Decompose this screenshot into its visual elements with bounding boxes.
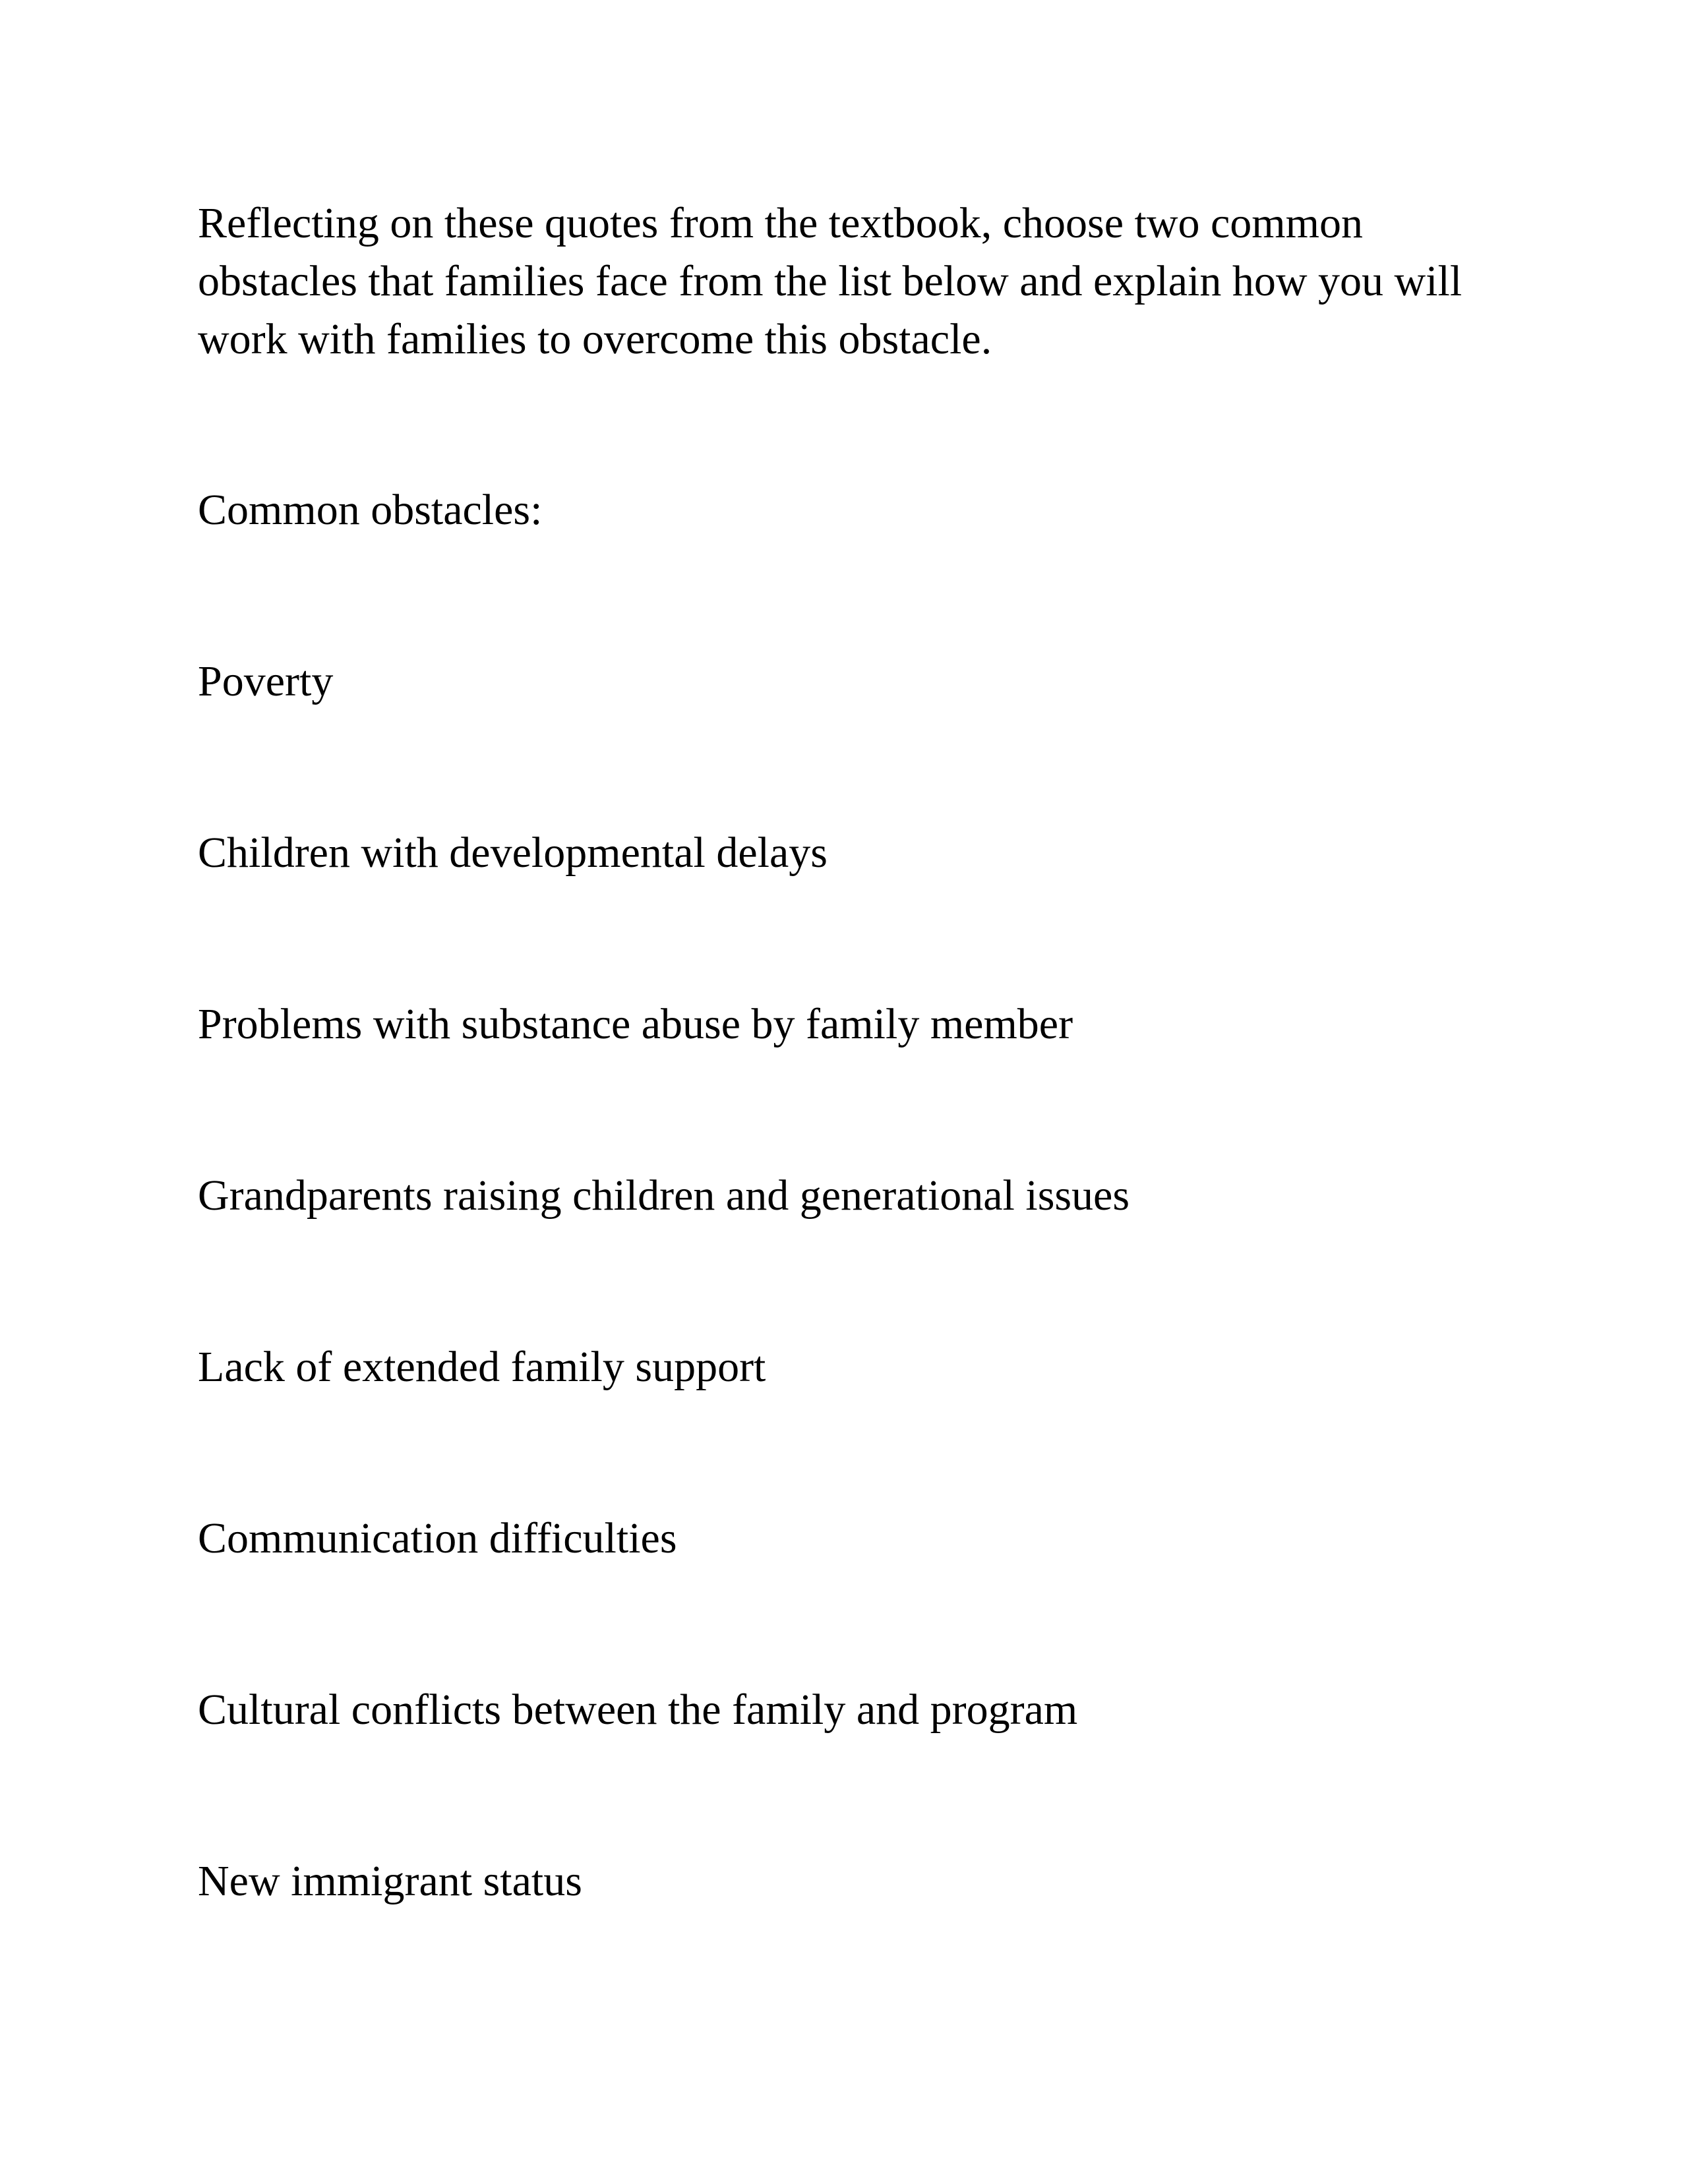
intro-line-2: obstacles that families face from the list below and explain how you will bbox=[198, 257, 1462, 305]
intro-line-3: work with families to overcome this obstacle. bbox=[198, 315, 992, 363]
intro-paragraph bbox=[198, 194, 1517, 369]
obstacle-item: Communication difficulties bbox=[198, 1514, 677, 1562]
obstacle-item: Grandparents raising children and generational issues bbox=[198, 1171, 1130, 1220]
obstacle-item: Cultural conflicts between the family and program bbox=[198, 1686, 1078, 1734]
intro-line-1: Reflecting on these quotes from the textbook, choose two common bbox=[198, 199, 1363, 247]
obstacle-item: Lack of extended family support bbox=[198, 1343, 766, 1391]
obstacle-item: Problems with substance abuse by family member bbox=[198, 1000, 1073, 1048]
obstacles-heading: Common obstacles: bbox=[198, 486, 543, 534]
obstacle-item: Poverty bbox=[198, 657, 334, 705]
obstacle-item: New immigrant status bbox=[198, 1857, 582, 1905]
obstacle-item: Children with developmental delays bbox=[198, 829, 828, 877]
